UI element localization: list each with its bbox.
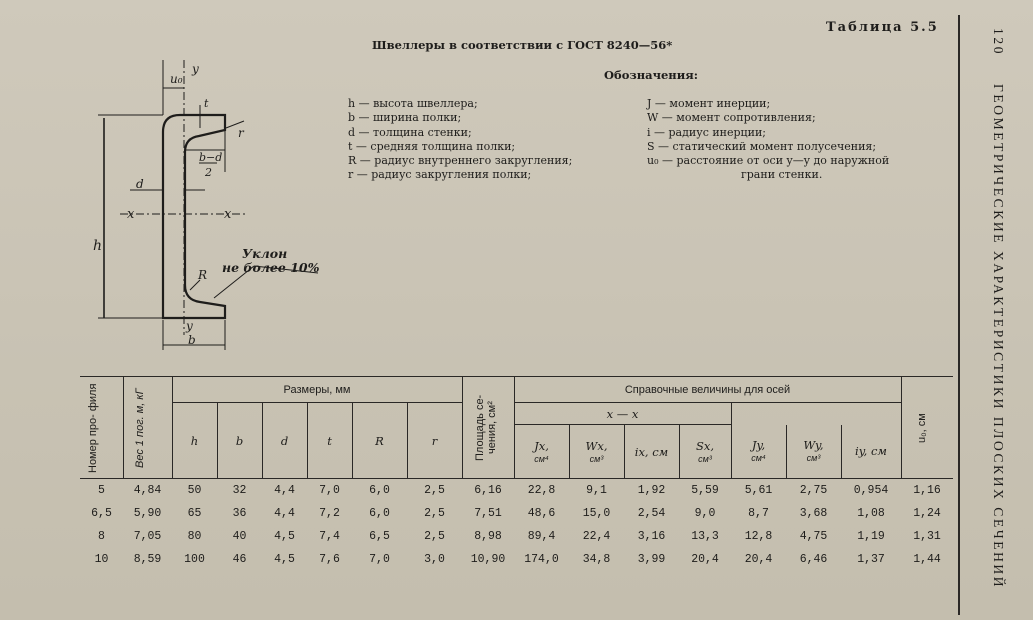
table-cell: 50	[187, 484, 202, 497]
table-cell: 89,4	[527, 530, 556, 543]
col-r: r	[407, 403, 462, 479]
table-cell: 6,0	[369, 484, 390, 497]
table-cell: 4,5	[274, 530, 295, 543]
table-cell: 9,0	[694, 507, 716, 520]
table-cell: 4,4	[274, 507, 295, 520]
col-iy: iy, см	[841, 425, 901, 479]
table-cell: 8,98	[474, 530, 502, 543]
table-cell: 1,19	[857, 530, 885, 543]
table-row	[80, 479, 953, 503]
table-cell: 80	[187, 530, 202, 543]
y-axis-top-label: y	[192, 62, 199, 76]
table-row	[80, 502, 953, 525]
table-cell: 12,8	[744, 530, 773, 543]
col-Sx: Sx, см³	[679, 425, 731, 479]
y-axis-bottom-label: y	[186, 319, 193, 333]
table-cell: 20,4	[744, 553, 773, 566]
col-ref-group: Справочные величины для осей	[514, 377, 901, 403]
table-title: Швеллеры в соответствии с ГОСТ 8240—56*	[372, 38, 673, 52]
table-cell: 7,2	[319, 507, 340, 520]
table-cell: 3,0	[424, 553, 445, 566]
table-cell: 2,75	[799, 484, 828, 497]
table-cell: 3,16	[637, 530, 666, 543]
table-cell: 1,16	[913, 484, 941, 497]
col-u0: u₀, см	[901, 377, 953, 479]
table-cell: 4,75	[799, 530, 828, 543]
table-cell: 5,61	[744, 484, 773, 497]
margin-rule	[958, 15, 960, 615]
b-label: b	[188, 333, 196, 347]
table-cell: 10	[94, 553, 109, 566]
col-Wx: Wx, см³	[569, 425, 624, 479]
table-cell: 32	[232, 484, 247, 497]
legend-item: грани стенки.	[741, 168, 823, 182]
table-cell: 46	[232, 553, 247, 566]
legend-item: S — статический момент полусечения;	[647, 139, 877, 153]
col-dims-group: Размеры, мм	[172, 377, 462, 403]
col-weight: Вес 1 пог. м, кГ	[123, 377, 172, 479]
table-cell: 6,16	[474, 484, 502, 497]
legend-item: d — толщина стенки;	[348, 125, 472, 139]
table-cell: 8,7	[748, 507, 769, 520]
col-Jx: Jx, см⁴	[514, 425, 569, 479]
table-cell: 20,4	[691, 553, 719, 566]
table-cell: 15,0	[582, 507, 611, 520]
table-cell: 8	[98, 530, 105, 543]
table-body	[80, 479, 953, 572]
table-cell: 1,24	[913, 507, 941, 520]
over-2-label: 2	[205, 166, 212, 179]
table-cell: 5	[98, 484, 105, 497]
col-profile-no: Номер про- филя	[87, 382, 100, 473]
table-cell: 4,84	[133, 484, 162, 497]
legend-right	[647, 97, 889, 183]
legend-item: J — момент инерции;	[647, 97, 771, 110]
table-cell: 6,5	[91, 507, 112, 520]
table-cell: 100	[184, 553, 205, 566]
table-cell: 8,59	[133, 553, 162, 566]
col-h: h	[172, 403, 217, 479]
chapter-title: ГЕОМЕТРИЧЕСКИЕ ХАРАКТЕРИСТИКИ ПЛОСКИХ СЕЧЕНИЙ	[991, 84, 1006, 590]
table-cell: 4,5	[274, 553, 295, 566]
legend-left	[348, 97, 572, 183]
legend-item: t — средняя толщина полки;	[348, 139, 516, 153]
col-b: b	[217, 403, 262, 479]
slope-label-1: Уклон	[242, 246, 288, 261]
page-number: 120	[991, 28, 1006, 57]
table-cell: 2,5	[424, 530, 445, 543]
table-cell: 7,0	[319, 484, 340, 497]
table-cell: 34,8	[582, 553, 611, 566]
table-cell: 7,0	[369, 553, 390, 566]
col-t: t	[307, 403, 352, 479]
col-R: R	[352, 403, 407, 479]
x-axis-left-label: x	[127, 207, 135, 222]
legend-item: r — радиус закругления полки;	[348, 168, 532, 182]
table-cell: 2,5	[424, 484, 445, 497]
table-cell: 5,90	[133, 507, 162, 520]
b-minus-d-label: b−d	[199, 151, 223, 164]
table-cell: 7,4	[319, 530, 340, 543]
table-cell: 10,90	[470, 553, 506, 566]
table-cell: 7,6	[319, 553, 340, 566]
channel-diagram	[0, 0, 360, 370]
col-Jy: Jy, см⁴	[731, 425, 786, 479]
table-cell: 2,54	[637, 507, 666, 520]
table-cell: 1,37	[857, 553, 885, 566]
table-row	[80, 548, 953, 571]
h-label: h	[93, 238, 103, 254]
legend-title: Обозначения:	[604, 68, 698, 82]
t-label: t	[204, 97, 209, 110]
table-row	[80, 525, 953, 548]
table-cell: 1,31	[913, 530, 941, 543]
table-label: Таблица 5.5	[826, 20, 939, 35]
table-cell: 3,99	[637, 553, 666, 566]
legend-item: W — момент сопротивления;	[647, 111, 816, 125]
table-cell: 7,05	[133, 530, 162, 543]
table-cell: 6,0	[369, 507, 390, 520]
legend-item: h — высота швеллера;	[348, 97, 478, 110]
table-cell: 174,0	[524, 553, 559, 566]
col-area: Площадь се- чения, см²	[462, 377, 514, 479]
table-cell: 4,4	[274, 484, 295, 497]
col-yy-group	[731, 403, 901, 425]
table-cell: 2,5	[424, 507, 445, 520]
col-Wy: Wy, см³	[786, 425, 841, 479]
table-cell: 6,46	[799, 553, 828, 566]
table-cell: 22,4	[582, 530, 611, 543]
table-cell: 6,5	[369, 530, 390, 543]
legend-item: R — радиус внутреннего закругления;	[348, 154, 573, 168]
col-xx-group: x — x	[514, 403, 731, 425]
table-cell: 3,68	[799, 507, 828, 520]
table-cell: 48,6	[527, 507, 556, 520]
legend-item: i — радиус инерции;	[647, 125, 767, 139]
slope-label-2: не более 10%	[222, 260, 320, 275]
col-d: d	[262, 403, 307, 479]
legend-item: b — ширина полки;	[348, 111, 462, 125]
table-cell: 1,44	[913, 553, 941, 566]
running-header	[990, 28, 1006, 589]
table-cell: 7,51	[474, 507, 502, 520]
u0-label: u₀	[170, 72, 183, 86]
table-cell: 0,954	[853, 484, 889, 497]
table-cell: 13,3	[691, 530, 719, 543]
table-cell: 65	[187, 507, 202, 520]
table-cell: 40	[232, 530, 247, 543]
legend-item: u₀ — расстояние от оси y—y до наружной	[647, 154, 890, 168]
channel-table	[80, 376, 953, 571]
channel-outline	[163, 115, 225, 318]
table-cell: 1,08	[857, 507, 885, 520]
table-cell: 1,92	[637, 484, 666, 497]
R-label: R	[198, 268, 208, 282]
table-cell: 22,8	[527, 484, 556, 497]
d-label: d	[136, 177, 144, 191]
col-ix: ix, см	[624, 425, 679, 479]
table-cell: 5,59	[691, 484, 719, 497]
table-cell: 9,1	[586, 484, 607, 497]
table-cell: 36	[232, 507, 247, 520]
x-axis-right-label: x	[224, 207, 232, 222]
r-label: r	[238, 126, 244, 140]
